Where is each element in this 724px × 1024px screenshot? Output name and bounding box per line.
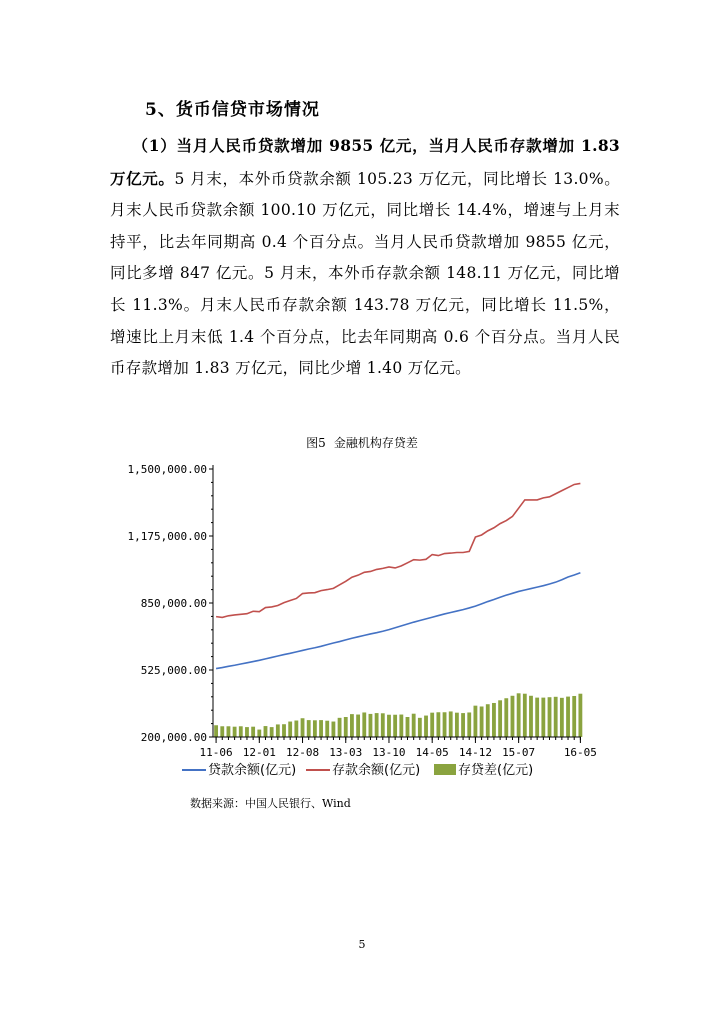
- gap-bar: [214, 725, 218, 737]
- paragraph-lead: （1）当月人民币贷款增加 9855 亿元，当月人民币存款增加 1.83 万亿元。: [110, 136, 620, 188]
- x-tick-label: 16-05: [563, 746, 597, 759]
- x-tick-label: 15-07: [502, 746, 536, 759]
- gap-bar: [362, 712, 366, 737]
- section-heading: 5、货币信贷市场情况: [145, 100, 320, 120]
- gap-bar: [288, 722, 292, 737]
- gap-bar: [325, 721, 329, 737]
- legend-deposit-label: 存款余额(亿元): [332, 763, 421, 778]
- gap-bar: [492, 703, 496, 737]
- gap-bar: [245, 727, 249, 737]
- gap-bar: [455, 713, 459, 737]
- y-tick-label: 1,500,000.00: [127, 463, 207, 476]
- x-tick-label: 14-05: [415, 746, 449, 759]
- gap-bar: [338, 718, 342, 737]
- gap-bar: [436, 712, 440, 737]
- x-tick-label: 12-01: [242, 746, 276, 759]
- x-tick-label: 13-03: [329, 746, 363, 759]
- gap-bar: [430, 713, 434, 737]
- x-tick-label: 13-10: [372, 746, 406, 759]
- y-tick-label: 525,000.00: [140, 664, 207, 677]
- x-tick-label: 12-08: [285, 746, 320, 759]
- gap-bar: [474, 706, 478, 737]
- gap-bar: [375, 713, 379, 737]
- gap-bar: [529, 696, 533, 737]
- loan-balance-line: [216, 573, 580, 669]
- gap-bar: [393, 715, 397, 737]
- gap-bar: [356, 715, 360, 737]
- gap-bar: [313, 720, 317, 737]
- legend-gap-swatch: [434, 764, 456, 775]
- gap-bar: [350, 714, 354, 737]
- gap-bar: [566, 697, 570, 737]
- gap-bar: [418, 718, 422, 737]
- gap-bar: [541, 698, 545, 737]
- gap-bar: [461, 713, 465, 737]
- gap-bar: [294, 721, 298, 737]
- gap-bar: [251, 727, 255, 737]
- gap-bar: [227, 726, 231, 737]
- gap-bar: [276, 724, 280, 737]
- gap-bar: [517, 693, 521, 737]
- gap-bar: [578, 694, 582, 737]
- gap-bar: [443, 712, 447, 737]
- gap-bar: [486, 704, 490, 737]
- gap-bar: [319, 720, 323, 737]
- figure-number: 图5: [306, 436, 326, 450]
- gap-bar: [424, 716, 428, 737]
- data-source-note: 数据来源：中国人民银行、Wind: [190, 797, 351, 810]
- page-number: 5: [358, 938, 366, 951]
- body-paragraph: [110, 130, 620, 385]
- gap-bar: [560, 698, 564, 737]
- gap-bar: [282, 724, 286, 737]
- gap-bar: [239, 726, 243, 737]
- gap-bar: [220, 726, 224, 737]
- gap-bar: [535, 698, 539, 737]
- deposit-balance-line: [216, 483, 580, 617]
- gap-bar: [344, 717, 348, 737]
- gap-bar: [467, 712, 471, 737]
- gap-bar: [264, 726, 268, 737]
- gap-bar: [554, 697, 558, 737]
- gap-bar: [572, 696, 576, 737]
- gap-bar: [504, 698, 508, 737]
- gap-bar: [412, 714, 416, 737]
- gap-bar: [233, 727, 237, 737]
- y-tick-label: 200,000.00: [140, 731, 207, 744]
- gap-bar: [307, 720, 311, 737]
- gap-bar: [449, 711, 453, 737]
- gap-bar: [399, 715, 403, 737]
- gap-bar: [301, 718, 305, 737]
- paragraph-body: 5 月末，本外币贷款余额 105.23 万亿元，同比增长 13.0%。月末人民币贷款余额 100.10 万亿元，同比增长 14.4%，增速与上月末持平，比去年同期高 0.4 个百分点。当月人民币贷款增加 9855 亿元，同比多增 847 亿元。5 月末，本外币存款余额 148.11 万亿元，同比增长 11.3%。月末人民币存款余额 143.78 万亿元，同比增长 11.5%，增速比上月末低 1.4 个百分点，比去年同期高 0.6 个百分点。当月人民币存款增加 1.83 万亿元，同比少增 1.40 万亿元。: [110, 169, 620, 378]
- legend-loan-label: 贷款余额(亿元): [208, 763, 297, 778]
- figure-caption: [0, 434, 724, 451]
- gap-bar: [511, 696, 515, 737]
- gap-bar: [331, 722, 335, 737]
- x-tick-label: 11-06: [199, 746, 233, 759]
- figure-title: 金融机构存贷差: [333, 436, 418, 450]
- y-tick-label: 850,000.00: [140, 597, 207, 610]
- gap-bar: [270, 727, 274, 737]
- gap-bar: [257, 730, 261, 737]
- gap-bar: [523, 694, 527, 737]
- deposit-loan-gap-chart: [118, 452, 598, 787]
- gap-bar: [369, 714, 373, 737]
- x-tick-label: 14-12: [458, 746, 492, 759]
- legend-gap-label: 存贷差(亿元): [458, 763, 534, 778]
- gap-bar: [381, 713, 385, 737]
- y-tick-label: 1,175,000.00: [127, 530, 207, 543]
- gap-bar: [406, 717, 410, 737]
- gap-bar: [548, 697, 552, 737]
- gap-bar: [498, 700, 502, 737]
- gap-bar: [480, 706, 484, 737]
- gap-bar: [387, 715, 391, 737]
